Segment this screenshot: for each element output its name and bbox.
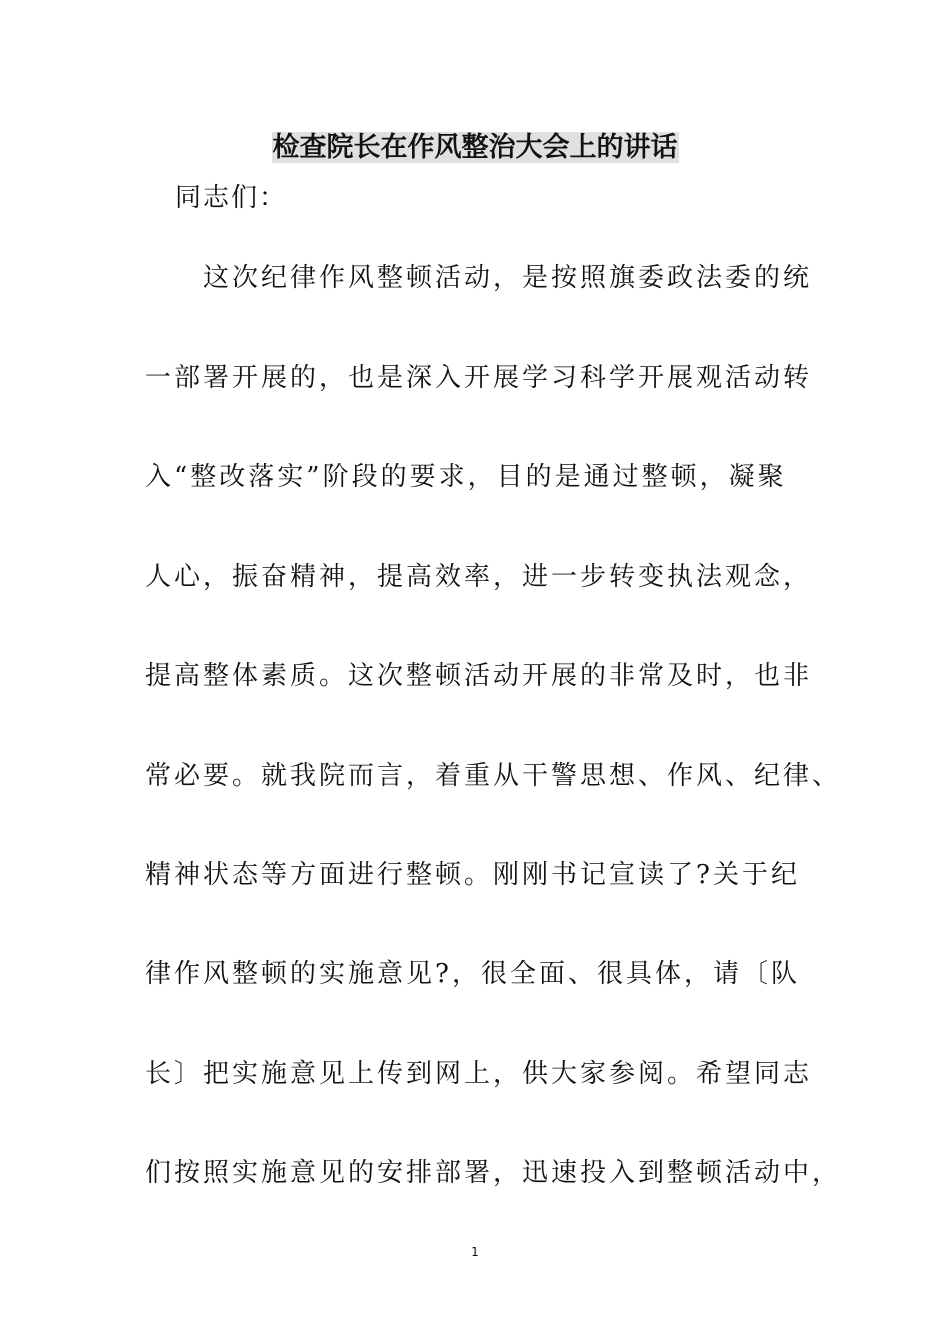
document-title-text: 检查院长在作风整治大会上的讲话 (272, 132, 678, 163)
page-number: 1 (471, 1245, 479, 1259)
body-line: 人心，振奋精神，提高效率，进一步转变执法观念， (145, 562, 813, 592)
body-line: 常必要。就我院而言，着重从干警思想、作风、纪律、 (145, 761, 842, 791)
body-line: 入“整改落实”阶段的要求，目的是通过整顿，凝聚 (145, 462, 787, 492)
body-line: 这次纪律作风整顿活动，是按照旗委政法委的统 (203, 263, 813, 293)
body-line: 提高整体素质。这次整顿活动开展的非常及时，也非 (145, 661, 813, 691)
document-title (0, 128, 950, 168)
body-line: 长〕把实施意见上传到网上，供大家参阅。希望同志 (145, 1059, 813, 1089)
greeting: 同志们： (175, 183, 288, 213)
body-line: 们按照实施意见的安排部署，迅速投入到整顿活动中， (145, 1158, 842, 1188)
body-line: 精神状态等方面进行整顿。刚刚书记宣读了?关于纪 (145, 860, 800, 890)
body-line: 一部署开展的，也是深入开展学习科学开展观活动转 (145, 363, 813, 393)
body-line: 律作风整顿的实施意见?，很全面、很具体，请〔队 (145, 959, 800, 989)
